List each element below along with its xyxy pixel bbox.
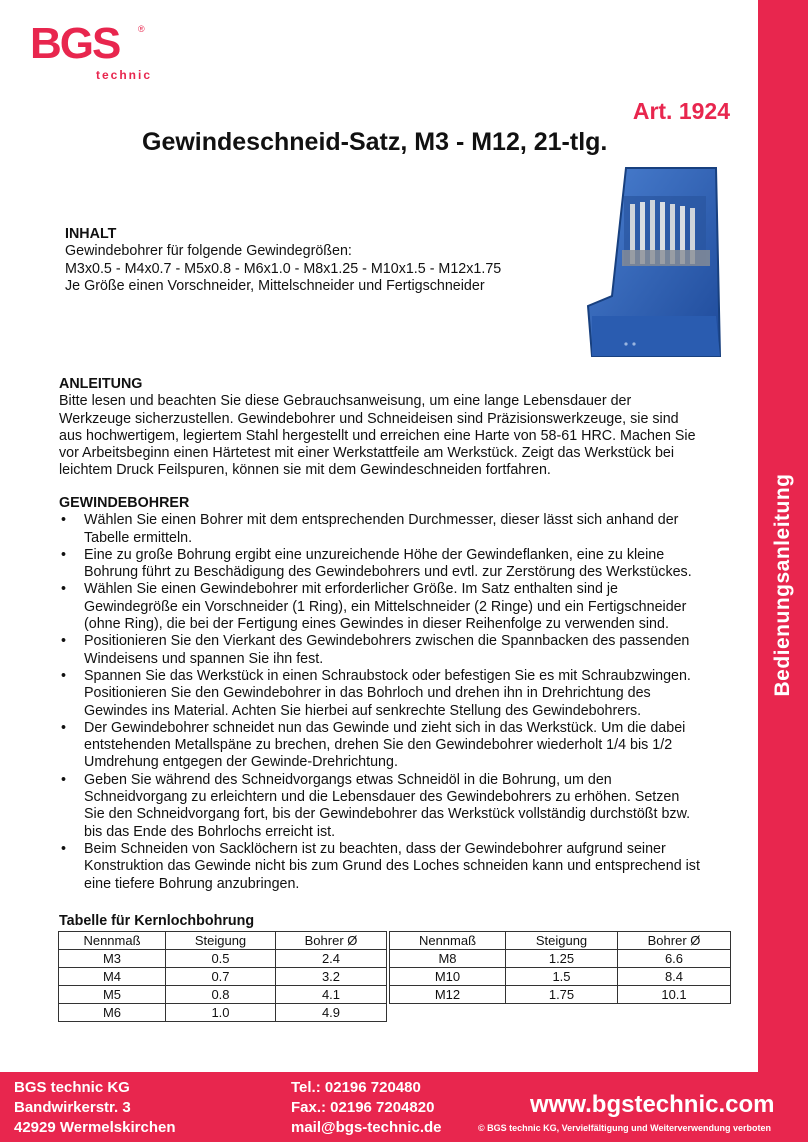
item-line: Sie den Schneidvorgang fort, bis der Gewindebohrer das Werkstück vollständig durchstößt bzw. [84, 806, 691, 823]
logo-sub: technic [96, 68, 153, 82]
table-cell: M10 [390, 968, 506, 986]
header-cell: Steigung [166, 932, 276, 950]
item-line: Bohrung führt zu Beschädigung des Gewindebohrers und evtl. zur Zerstörung des Werkstückes. [84, 564, 692, 581]
table-row [59, 950, 387, 968]
list-item [59, 720, 700, 772]
table-cell: M5 [59, 986, 166, 1004]
inhalt-line: M3x0.5 - M4x0.7 - M5x0.8 - M6x1.0 - M8x1.25 - M10x1.5 - M12x1.75 [65, 260, 502, 277]
drill-table-left [58, 931, 387, 1022]
item-line: (ohne Ring), die bei der Fertigung eines Gewindes in dieser Reihenfolge zu verwenden sind. [84, 616, 669, 633]
brand-logo [30, 19, 153, 82]
table-cell: 6.6 [618, 950, 731, 968]
contact-fax: Fax.: 02196 7204820 [291, 1099, 435, 1116]
table-cell: 3.2 [276, 968, 387, 986]
anleitung-heading: ANLEITUNG [59, 376, 143, 392]
table-cell: 0.7 [166, 968, 276, 986]
company-city: 42929 Wermelskirchen [14, 1119, 176, 1136]
item-line: • Spannen Sie das Werkstück in einen Schraubstock oder befestigen Sie es mit Schraubzwingen. [84, 667, 691, 684]
item-line: • Wählen Sie einen Gewindebohrer mit erforderlicher Größe. Im Satz enthalten sind je [84, 581, 619, 598]
table-cell: M3 [59, 950, 166, 968]
list-item [59, 547, 700, 582]
product-image [586, 166, 722, 360]
table-cell: 4.1 [276, 986, 387, 1004]
item-line: bis das Ende des Bohrlochs erreicht ist. [84, 823, 336, 840]
footer [0, 1072, 808, 1142]
article-number: Art. 1924 [632, 98, 730, 124]
table-cell: 1.5 [506, 968, 618, 986]
item-line: Schneidvorgang zu erleichtern und die Lebensdauer des Gewindebohrers zu erhöhen. Setzen [84, 789, 680, 806]
table-row [59, 968, 387, 986]
item-line: Positionieren Sie den Gewindebohrer in das Bohrloch und drehen ihn in Drehrichtung des [84, 685, 651, 702]
anleitung-line: leichtem Druck Feilspuren, können sie mit dem Gewindeschneiden fortfahren. [59, 462, 551, 479]
anleitung-line: Werkzeuge sicherzustellen. Gewindebohrer und Schneideisen sind Präzisionswerkzeuge, sie sind [59, 410, 679, 427]
item-line: entstehenden Metallspäne zu brechen, drehen Sie den Gewindebohrer wiederholt 1/4 bis 1/2 [84, 737, 673, 754]
item-line: • Wählen Sie einen Bohrer mit dem entsprechenden Durchmesser, dieser lässt sich anhand der [84, 512, 679, 529]
item-line: Gewindes ins Material. Achten Sie hierbei auf senkrechte Stellung des Gewindebohrers. [84, 702, 642, 719]
list-item [59, 668, 700, 720]
copyright-notice: © BGS technic KG, Vervielfältigung und Weiterverwendung verboten [478, 1123, 772, 1133]
item-line: • Positionieren Sie den Vierkant des Gewindebohrers zwischen die Spannbacken des passenden [84, 633, 690, 650]
list-item [59, 772, 700, 841]
table-row [390, 986, 731, 1004]
header-cell: Nennmaß [59, 932, 166, 950]
item-line: eine tiefere Bohrung anzubringen. [84, 875, 300, 892]
header-cell: Steigung [506, 932, 618, 950]
table-row [59, 1004, 387, 1022]
table-cell: M6 [59, 1004, 166, 1022]
item-line: Konstruktion das Gewinde nicht bis zum Grund des Loches schneiden kann und entsprechend ist [84, 858, 700, 875]
table-cell: M4 [59, 968, 166, 986]
item-line: Windeisens und spannen Sie ihn fest. [84, 650, 324, 667]
list-item [59, 512, 700, 547]
logo-letters: BGS [30, 19, 120, 68]
anleitung-section [59, 376, 696, 480]
contact-email[interactable]: mail@bgs-technic.de [291, 1119, 442, 1136]
gewindebohrer-section [59, 495, 700, 893]
table-header-row [390, 932, 731, 950]
inhalt-heading: INHALT [65, 226, 117, 242]
page-title: Gewindeschneid-Satz, M3 - M12, 21-tlg. [142, 128, 608, 156]
table-cell: 4.9 [276, 1004, 387, 1022]
logo-registered: ® [138, 24, 145, 34]
list-item [59, 633, 700, 668]
item-line: • Der Gewindebohrer schneidet nun das Gewinde und zieht sich in das Werkstück. Um die dabei [84, 719, 686, 736]
header-cell: Bohrer Ø [618, 932, 731, 950]
table-cell: 1.0 [166, 1004, 276, 1022]
list-item [59, 581, 700, 633]
table-cell: 1.75 [506, 986, 618, 1004]
gewindebohrer-heading: GEWINDEBOHRER [59, 495, 190, 511]
anleitung-line: aus hochwertigem, legiertem Stahl hergestellt und erreichen eine Harte von 58-61 HRC. Machen Sie [59, 427, 696, 444]
table-row [59, 986, 387, 1004]
anleitung-line: Bitte lesen und beachten Sie diese Gebrauchsanweisung, um eine lange Lebensdauer der [59, 393, 632, 410]
table-row [390, 968, 731, 986]
contact-phone: Tel.: 02196 720480 [291, 1079, 421, 1096]
inhalt-section [65, 226, 501, 295]
table-cell: 8.4 [618, 968, 731, 986]
table-cell: M8 [390, 950, 506, 968]
inhalt-line: Gewindebohrer für folgende Gewindegrößen: [65, 243, 352, 260]
drill-table-right [389, 931, 731, 1004]
table-cell: 1.25 [506, 950, 618, 968]
instruction-list [59, 512, 700, 893]
table-cell: 2.4 [276, 950, 387, 968]
company-name: BGS technic KG [14, 1079, 130, 1096]
item-line: Umdrehung entgegen der Gewinde-Drehrichtung. [84, 754, 398, 771]
item-line: • Eine zu große Bohrung ergibt eine unzureichende Höhe der Gewindeflanken, eine zu kleine [84, 546, 665, 563]
footer-company [14, 1078, 176, 1138]
inhalt-line: Je Größe einen Vorschneider, Mittelschneider und Fertigschneider [65, 277, 485, 294]
footer-contact [291, 1078, 442, 1138]
item-line: • Geben Sie während des Schneidvorgangs etwas Schneidöl in die Bohrung, um den [84, 771, 612, 788]
list-item [59, 841, 700, 893]
item-line: Gewindegröße ein Vorschneider (1 Ring), ein Mittelschneider (2 Ringe) und ein Fertigschneider [84, 598, 687, 615]
table-row [390, 950, 731, 968]
header-cell: Nennmaß [390, 932, 506, 950]
table-cell: 0.5 [166, 950, 276, 968]
table-caption: Tabelle für Kernlochbohrung [59, 913, 255, 929]
item-line: • Beim Schneiden von Sacklöchern ist zu beachten, dass der Gewindebohrer aufgrund seiner [84, 840, 666, 857]
anleitung-line: vor Arbeitsbeginn einen Härtetest mit einer Werkstattfeile am Werkstück. Zeigt das Werkstück bei [59, 445, 675, 462]
table-header-row [59, 932, 387, 950]
website-link[interactable]: www.bgstechnic.com [530, 1091, 775, 1118]
item-line: Tabelle ermitteln. [84, 529, 193, 546]
header-cell: Bohrer Ø [276, 932, 387, 950]
side-label: Bedienungsanleitung [771, 473, 794, 697]
company-street: Bandwirkerstr. 3 [14, 1099, 131, 1116]
table-cell: 0.8 [166, 986, 276, 1004]
table-cell: M12 [390, 986, 506, 1004]
table-cell: 10.1 [618, 986, 731, 1004]
